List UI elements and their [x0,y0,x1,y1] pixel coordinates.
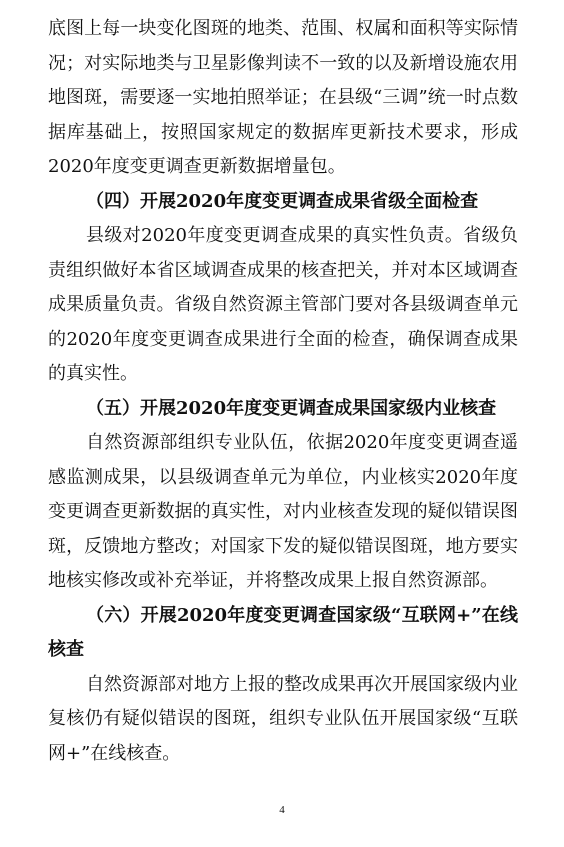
paragraph-section-4: 县级对2020年度变更调查成果的真实性负责。省级负责组织做好本省区域调查成果的核查把关，并对本区域调查成果质量负责。省级自然资源主管部门要对各县级调查单元的2020年度变更调查成果进行全面的检查，确保调查成果的真实性。 [48,225,518,384]
section-heading-4: （四）开展2020年度变更调查成果省级全面检查 [86,190,479,212]
paragraph-continuation: 底图上每一块变化图斑的地类、范围、权属和面积等实际情况；对实际地类与卫星影像判读不一致的以及新增设施农用地图斑，需要逐一实地拍照举证；在县级“三调”统一时点数据库基础上，按照国家规定的数据库更新技术要求，形成2020年度变更调查更新数据增量包。 [48,18,518,177]
document-body [48,12,518,771]
page-number: 4 [279,804,285,816]
section-heading-6: （六）开展2020年度变更调查国家级“互联网+”在线核查 [48,604,518,660]
section-heading-5: （五）开展2020年度变更调查成果国家级内业核查 [86,397,497,419]
paragraph-section-6: 自然资源部对地方上报的整改成果再次开展国家级内业复核仍有疑似错误的图斑，组织专业队伍开展国家级“互联网+”在线核查。 [48,673,518,764]
paragraph-section-5: 自然资源部组织专业队伍，依据2020年度变更调查遥感监测成果，以县级调查单元为单位，内业核实2020年度变更调查更新数据的真实性，对内业核查发现的疑似错误图斑，反馈地方整改；对国家下发的疑似错误图斑，地方要实地核实修改或补充举证，并将整改成果上报自然资源部。 [48,432,518,591]
